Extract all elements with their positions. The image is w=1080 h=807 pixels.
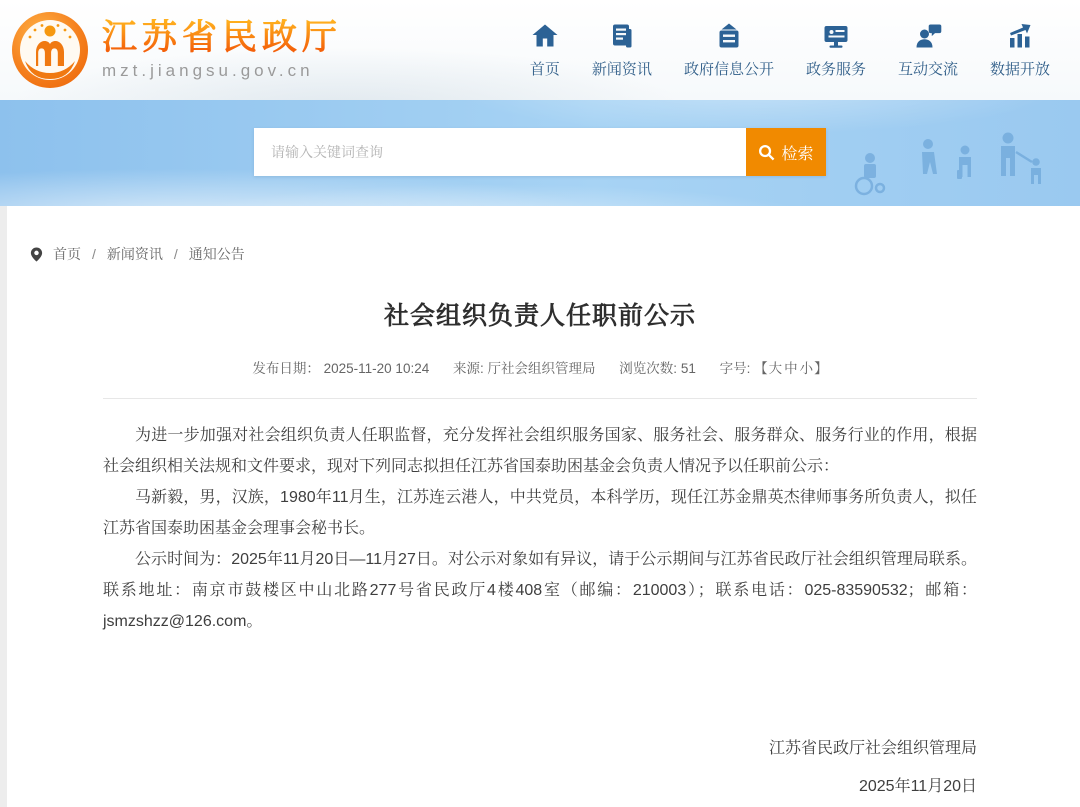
- search-banner: [0, 100, 1080, 206]
- article: [7, 296, 1080, 802]
- search-button-label: 检索: [781, 145, 814, 163]
- search-input[interactable]: [254, 128, 746, 176]
- search-box: [254, 128, 826, 176]
- nav-label: 互动交流: [897, 61, 958, 78]
- breadcrumb-separator: /: [92, 246, 96, 262]
- location-pin-icon: [29, 246, 44, 263]
- font-size-large-button[interactable]: 大: [768, 361, 783, 376]
- info-disclosure-icon: [714, 21, 744, 51]
- site-header: [0, 0, 1080, 100]
- font-size-small-button[interactable]: 小: [799, 361, 814, 376]
- nav-label: 数据开放: [989, 61, 1050, 78]
- search-icon: [758, 144, 775, 161]
- brand-text: [102, 19, 342, 81]
- font-size-bracket: 】: [814, 361, 828, 376]
- signature-block: [103, 734, 977, 802]
- breadcrumb-separator: /: [173, 246, 178, 262]
- nav-item-home[interactable]: [530, 21, 560, 79]
- site-brand[interactable]: [10, 10, 342, 90]
- site-domain: mzt.jiangsu.gov.cn: [102, 60, 314, 80]
- meta-divider: [103, 398, 977, 399]
- civil-affairs-logo-icon: [10, 10, 90, 90]
- breadcrumb: [7, 206, 1080, 264]
- signature-date: 2025年11月20日: [858, 778, 977, 795]
- article-paragraph: 公示时间为：2025年11月20日—11月27日。对公示对象如有异议，请于公示期间与江苏省民政厅社会组织管理局联系。联系地址：南京市鼓楼区中山北路277号省民政厅4楼408室（邮编：210003）；联系电话：025-83590532；邮箱：jsmzshzz@126.com。: [103, 551, 977, 630]
- interaction-icon: [913, 21, 943, 51]
- signature-org: 江苏省民政厅社会组织管理局: [768, 740, 977, 757]
- nav-label: 新闻资讯: [591, 61, 652, 78]
- nav-item-info-disclosure[interactable]: [684, 21, 774, 79]
- home-icon: [530, 21, 560, 51]
- main-nav: [530, 21, 1050, 79]
- nav-label: 政务服务: [805, 61, 866, 78]
- view-count: 浏览次数: 51: [619, 361, 696, 376]
- article-title: 社会组织负责人任职前公示: [383, 302, 696, 330]
- article-source: 来源: 厅社会组织管理局: [452, 361, 596, 376]
- nav-item-interaction[interactable]: [898, 21, 958, 79]
- article-paragraph: 马新毅，男，汉族，1980年11月生，江苏连云港人，中共党员，本科学历，现任江苏金鼎英杰律师事务所负责人，拟任江苏省国泰助困基金会理事会秘书长。: [103, 489, 977, 537]
- nav-label: 政府信息公开: [683, 61, 774, 78]
- nav-item-open-data[interactable]: [990, 21, 1050, 79]
- gov-services-icon: [821, 21, 851, 51]
- site-name: 江苏省民政厅: [102, 18, 343, 58]
- article-meta: [103, 357, 977, 377]
- article-body: [103, 420, 977, 637]
- search-button[interactable]: [746, 128, 826, 176]
- breadcrumb-item-news[interactable]: 新闻资讯: [106, 246, 163, 262]
- nav-label: 首页: [529, 61, 560, 78]
- breadcrumb-item-notices[interactable]: 通知公告: [188, 246, 245, 262]
- open-data-icon: [1005, 21, 1035, 51]
- news-icon: [607, 21, 637, 51]
- font-size-bracket: 【: [754, 361, 768, 376]
- publish-date: 发布日期： 2025-11-20 10:24: [252, 361, 430, 376]
- font-size-control: 字号: 【大 中 小】: [719, 361, 828, 376]
- font-size-medium-button[interactable]: 中: [784, 361, 798, 376]
- nav-item-gov-services[interactable]: [806, 21, 866, 79]
- content-area: [0, 206, 1080, 807]
- breadcrumb-item-home[interactable]: 首页: [53, 246, 81, 262]
- nav-item-news[interactable]: [592, 21, 652, 79]
- article-paragraph: 为进一步加强对社会组织负责人任职监督，充分发挥社会组织服务国家、服务社会、服务群众、服务行业的作用，根据社会组织相关法规和文件要求，现对下列同志拟担任江苏省国泰助困基金会负责人情况予以任职前公示：: [103, 427, 977, 475]
